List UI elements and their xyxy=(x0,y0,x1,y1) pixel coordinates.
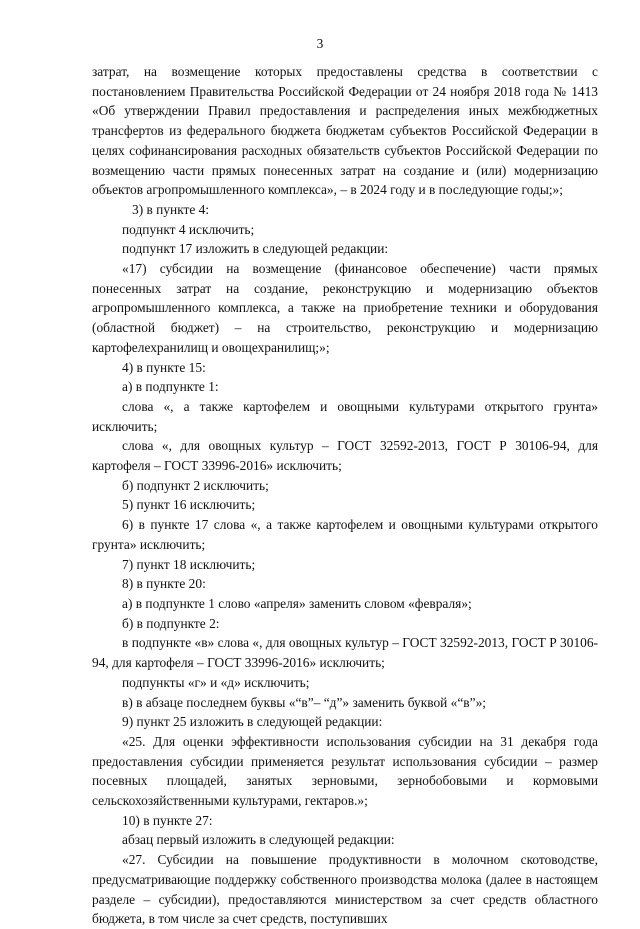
paragraph: подпункт 4 исключить; xyxy=(122,221,255,237)
paragraph: «27. Субсидии на повышение продуктивности в молочном скотоводстве, предусматривающие поддержку собственного производства молока (далее в настоящем разделе – субсидии), предоставляются министерством за счет средств областного бюджета, в том числе за счет средств, поступивших xyxy=(92,852,598,927)
paragraph: 3) в пункте 4: xyxy=(132,201,210,217)
paragraph: подпункт 17 изложить в следующей редакции: xyxy=(122,241,389,257)
paragraph: 5) пункт 16 исключить; xyxy=(122,497,256,513)
paragraph: слова «, для овощных культур – ГОСТ 32592-2013, ГОСТ Р 30106-94, для картофеля – ГОСТ 33996-2016» исключить; xyxy=(92,438,598,474)
paragraph: а) в подпункте 1 слово «апреля» заменить словом «февраля»; xyxy=(122,595,472,611)
paragraph: подпункты «г» и «д» исключить; xyxy=(122,674,310,690)
paragraph: абзац первый изложить в следующей редакции: xyxy=(122,832,395,848)
paragraph: «17) субсидии на возмещение (финансовое обеспечение) части прямых понесенных затрат на создание, реконструкцию и модернизацию объектов агропромышленного комплекса, а также на приобретение техники и оборудования (областной бюджет) – на строительство, реконструкцию и модернизацию картофелехранилищ и овощехранилищ;»; xyxy=(92,261,598,355)
paragraph: в) в абзаце последнем буквы «“в”– “д”» заменить буквой «“в”»; xyxy=(122,694,486,710)
paragraph: б) в подпункте 2: xyxy=(122,615,220,631)
paragraph: слова «, а также картофелем и овощными культурами открытого грунта» исключить; xyxy=(92,398,598,434)
paragraph: в подпункте «в» слова «, для овощных культур – ГОСТ 32592-2013, ГОСТ Р 30106-94, для картофеля – ГОСТ 33996-2016» исключить; xyxy=(92,635,598,671)
paragraph: «25. Для оценки эффективности использования субсидии на 31 декабря года предоставления субсидии применяется результат использования субсидии – размер посевных площадей, занятых зерновыми, зернобобовыми и кормовыми сельскохозяйственными культурами, гектаров.»; xyxy=(92,733,598,809)
paragraph: 4) в пункте 15: xyxy=(122,359,206,375)
paragraph: б) подпункт 2 исключить; xyxy=(122,477,269,493)
page-number: 3 xyxy=(316,36,324,51)
paragraph: 9) пункт 25 изложить в следующей редакции: xyxy=(122,714,383,730)
paragraph: 8) в пункте 20: xyxy=(122,576,206,592)
paragraph: а) в подпункте 1: xyxy=(122,379,219,395)
paragraph: 6) в пункте 17 слова «, а также картофелем и овощными культурами открытого грунта» исключить; xyxy=(92,517,598,552)
paragraph: затрат, на возмещение которых предоставлены средства в соответствии с постановлением Правительства Российской Федерации от 24 ноября 2018 года № 1413 «Об утверждении Правил предоставления и распределения иных межбюджетных трансфертов из федерального бюджета бюджетам субъектов Российской Федерации в целях софинансирования расходных обязательств субъектов Российской Федерации по возмещению части прямых понесенных затрат на создание и (или) модернизацию объектов агропромышленного комплекса», – в 2024 году и в последующие годы;»; xyxy=(92,64,598,198)
paragraph: 7) пункт 18 исключить; xyxy=(122,556,256,572)
paragraph: 10) в пункте 27: xyxy=(122,812,213,828)
document-body xyxy=(92,62,598,929)
